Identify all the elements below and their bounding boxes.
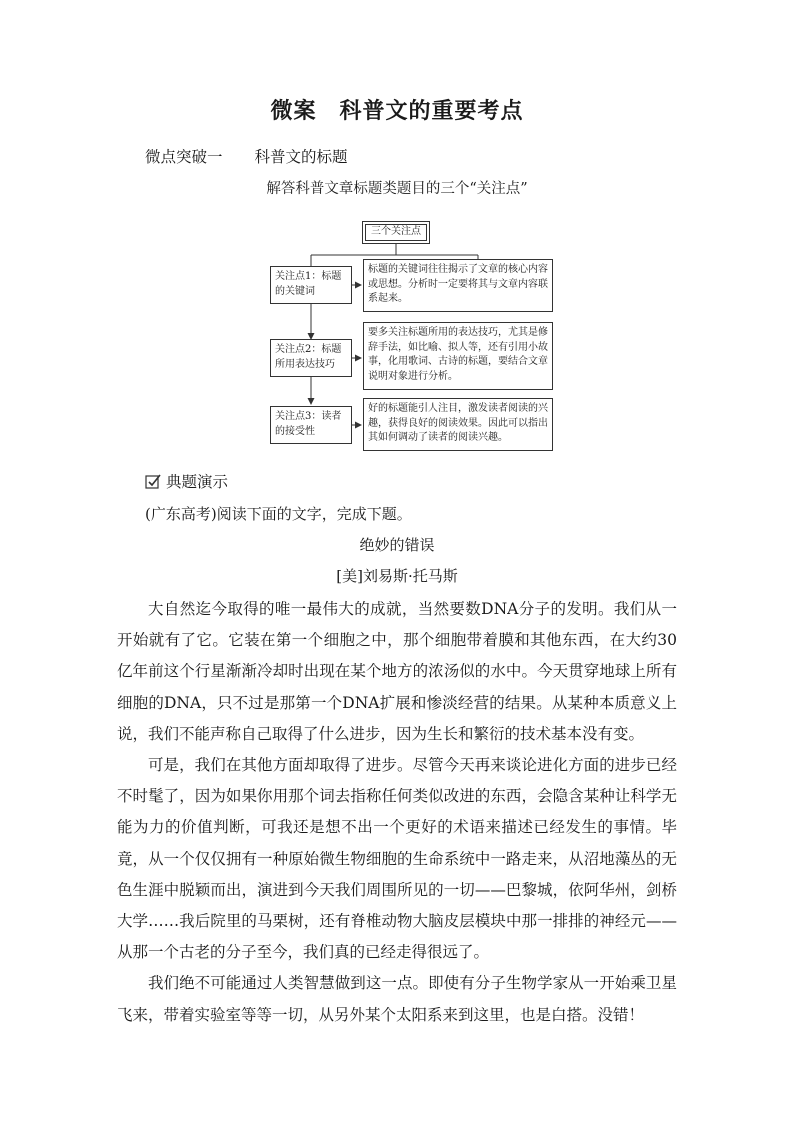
section-title: 科普文的标题 (254, 148, 348, 166)
essay-author: [美]刘易斯·托马斯 (336, 567, 458, 585)
essay-paragraph: 可是，我们在其他方面却取得了进步。尽管今天再来谈论进化方面的进步已经不时髦了，因为如果你用那个词去指称任何类似改进的东西，会隐含某种让科学无能为力的价值判断，可我还是想不出一个更好的术语来描述已经发生的事情。毕竟，从一个仅仅拥有一种原始微生物细胞的生命系统中一路走来，从沼地藻丛的无色生涯中脱颖而出，演进到今天我们周围所见的一切——巴黎城，依阿华州，剑桥大学……我后院里的马栗树，还有脊椎动物大脑皮层模块中那一排排的神经元——从那一个古老的分子至今，我们真的已经走得很远了。 (117, 756, 677, 962)
focus-point-2: 关注点2：标题所用表达技巧 (270, 339, 352, 377)
essay-paragraph: 我们绝不可能通过人类智慧做到这一点。即使有分子生物学家从一开始乘卫星飞来，带着实验室等等一切，从另外某个太阳系来到这里，也是白搭。没错！ (117, 974, 677, 1024)
question-source: (广东高考)阅读下面的文字，完成下题。 (145, 505, 412, 523)
page-title: 微案 科普文的重要考点 (270, 98, 524, 124)
essay-body (117, 594, 677, 1031)
focus-points-diagram (268, 215, 558, 451)
focus-point-1-desc: 标题的关键词往往揭示了文章的核心内容或思想。分析时一定要将其与文章内容联系起来。 (363, 259, 553, 312)
focus-point-3: 关注点3：读者的接受性 (270, 406, 352, 444)
demo-heading (145, 470, 228, 492)
essay-title: 绝妙的错误 (359, 536, 435, 554)
essay-paragraph: 大自然迄今取得的唯一最伟大的成就，当然要数DNA分子的发明。我们从一开始就有了它。它装在第一个细胞之中，那个细胞带着膜和其他东西，在大约30亿年前这个行星渐渐冷却时出现在某个地方的浓汤似的水中。今天贯穿地球上所有细胞的DNA，只不过是那第一个DNA扩展和惨淡经营的结果。从某种本质意义上说，我们不能声称自己取得了什么进步，因为生长和繁衍的技术基本没有变。 (117, 600, 677, 743)
focus-point-1: 关注点1：标题的关键词 (270, 266, 352, 304)
checkbox-check-icon (145, 473, 162, 490)
root-box: 三个关注点 (362, 221, 430, 244)
demo-label: 典题演示 (166, 473, 229, 491)
section-heading (145, 145, 348, 167)
chart-title: 解答科普文章标题类题目的三个“关注点” (266, 181, 528, 197)
focus-point-2-desc: 要多关注标题所用的表达技巧，尤其是修辞手法，如比喻、拟人等，还有引用小故事，化用歌词、古诗的标题，要结合文章说明对象进行分析。 (363, 322, 553, 390)
focus-point-3-desc: 好的标题能引人注目，激发读者阅读的兴趣，获得良好的阅读效果。因此可以指出其如何调动了读者的阅读兴趣。 (363, 398, 553, 451)
section-label: 微点突破一 (145, 148, 223, 166)
